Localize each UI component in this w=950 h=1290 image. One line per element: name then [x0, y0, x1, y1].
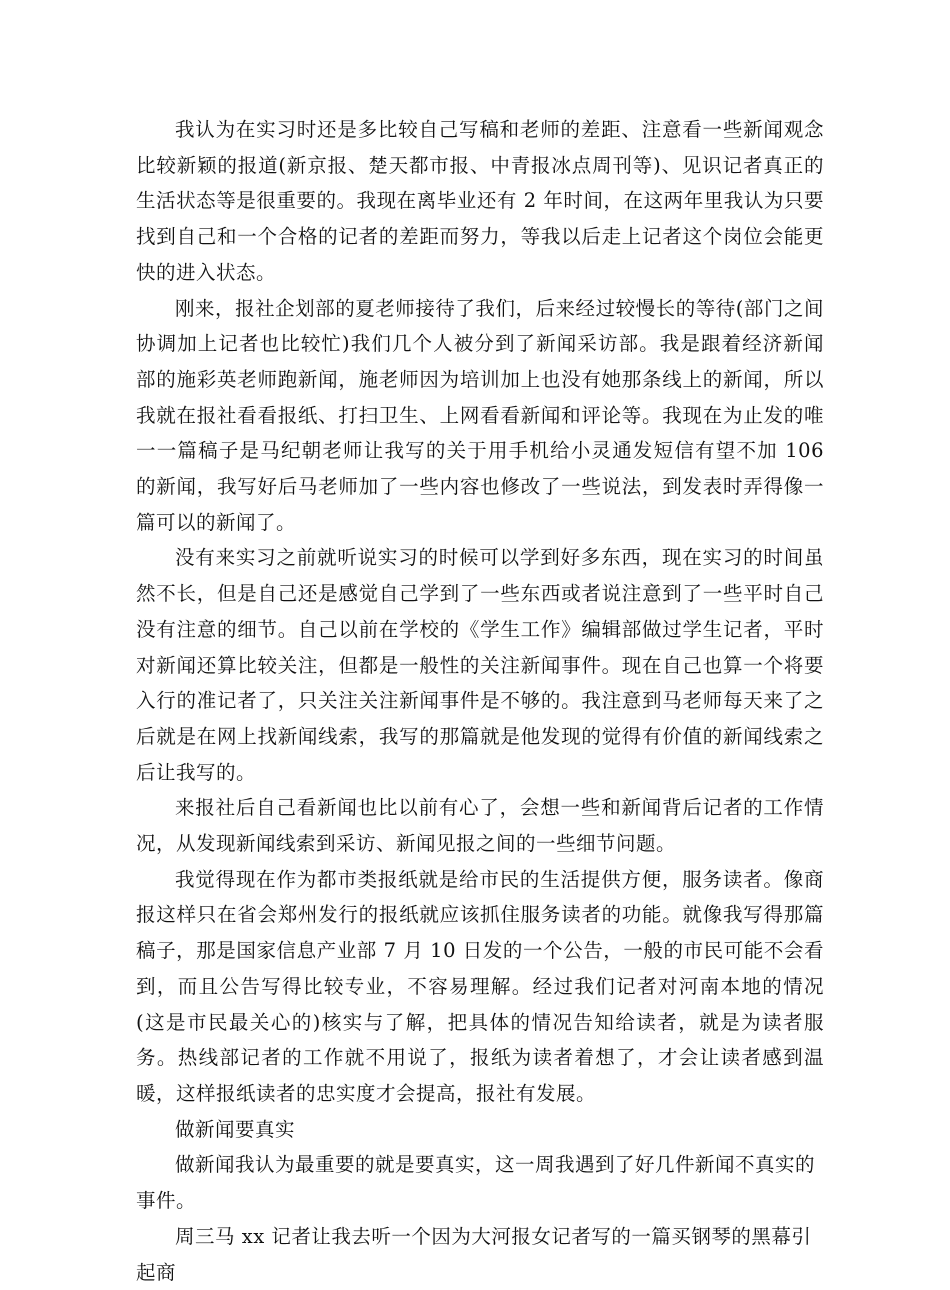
- document-body: [136, 112, 824, 1290]
- paragraph-1: 我认为在实习时还是多比较自己写稿和老师的差距、注意看一些新闻观念比较新颖的报道(新京报、楚天都市报、中青报冰点周刊等)、见识记者真正的生活状态等是很重要的。我现在离毕业还有 2 年时间，在这两年里我认为只要找到自己和一个合格的记者的差距而努力，等我以后走上记者这个岗位会能更快的进入状态。: [136, 118, 824, 284]
- paragraph-5: 我觉得现在作为都市类报纸就是给市民的生活提供方便，服务读者。像商报这样只在省会郑州发行的报纸就应该抓住服务读者的功能。就像我写得那篇稿子，那是国家信息产业部 7 月 10 日发的一个公告，一般的市民可能不会看到，而且公告写得比较专业，不容易理解。经过我们记者对河南本地的情况(这是市民最关心的)核实与了解，把具体的情况告知给读者，就是为读者服务。热线部记者的工作就不用说了，报纸为读者着想了，才会让读者感到温暖，这样报纸读者的忠实度才会提高，报社有发展。: [136, 867, 824, 1105]
- section-heading: 做新闻要真实: [175, 1117, 296, 1141]
- paragraph-4: 来报社后自己看新闻也比以前有心了，会想一些和新闻背后记者的工作情况，从发现新闻线索到采访、新闻见报之间的一些细节问题。: [136, 796, 824, 856]
- paragraph-6: 做新闻我认为最重要的就是要真实，这一周我遇到了好几件新闻不真实的事件。: [136, 1153, 816, 1213]
- paragraph-7: 周三马 xx 记者让我去听一个因为大河报女记者写的一篇买钢琴的黑幕引起商: [136, 1224, 812, 1284]
- paragraph-3: 没有来实习之前就听说实习的时候可以学到好多东西，现在实习的时间虽然不长，但是自己还是感觉自己学到了一些东西或者说注意到了一些平时自己没有注意的细节。自己以前在学校的《学生工作》编辑部做过学生记者，平时对新闻还算比较关注，但都是一般性的关注新闻事件。现在自己也算一个将要入行的准记者了，只关注关注新闻事件是不够的。我注意到马老师每天来了之后就是在网上找新闻线索，我写的那篇就是他发现的觉得有价值的新闻线索之后让我写的。: [136, 546, 824, 784]
- paragraph-2: 刚来，报社企划部的夏老师接待了我们，后来经过较慢长的等待(部门之间协调加上记者也比较忙)我们几个人被分到了新闻采访部。我是跟着经济新闻部的施彩英老师跑新闻，施老师因为培训加上也没有她那条线上的新闻，所以我就在报社看看报纸、打扫卫生、上网看看新闻和评论等。我现在为止发的唯一一篇稿子是马纪朝老师让我写的关于用手机给小灵通发短信有望不加 106 的新闻，我写好后马老师加了一些内容也修改了一些说法，到发表时弄得像一篇可以的新闻了。: [136, 296, 824, 534]
